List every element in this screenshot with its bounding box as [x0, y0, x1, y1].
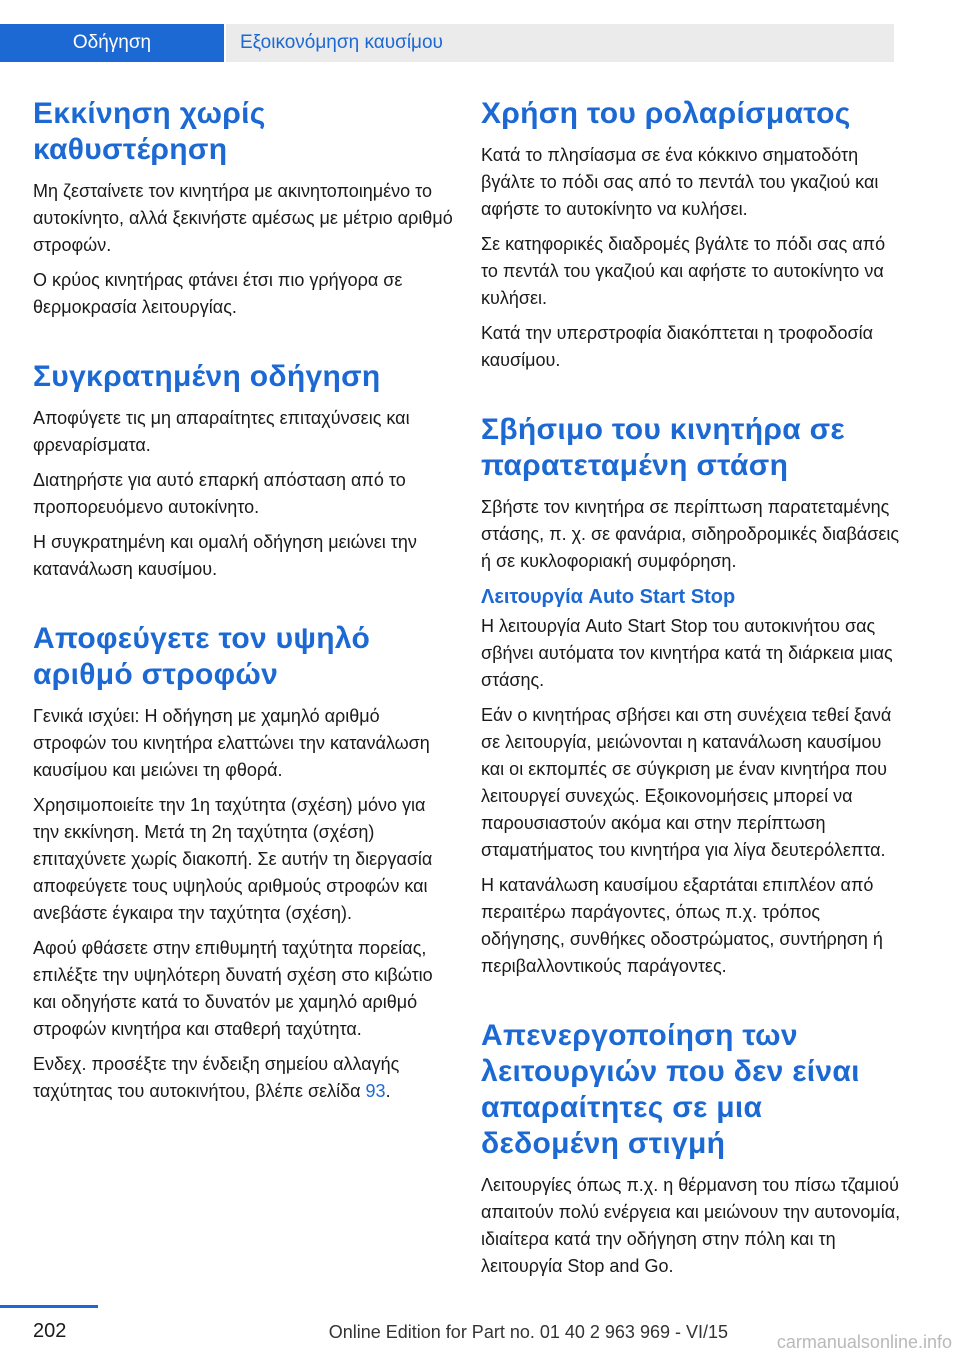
paragraph-text: Ενδεχ. προσέξτε την ένδειξη σημείου αλλαγής ταχύτητας του αυτοκινήτου, βλέπε σελίδα: [33, 1054, 400, 1101]
watermark: carmanualsonline.info: [776, 1332, 952, 1352]
section-tab-fuel-saving: Εξοικονόμηση καυσίμου: [226, 24, 894, 62]
heading-engine-off-long-stop: Σβήσιμο του κινητήρα σε παρατεταμένη στάση: [481, 413, 845, 482]
paragraph: Αποφύγετε τις μη απαραίτητες επιταχύνσεις και φρεναρίσματα.: [33, 408, 410, 455]
paragraph: Μη ζεσταίνετε τον κινητήρα με ακινητοποιημένο το αυτοκίνητο, αλλά ξεκινήστε αμέσως με μέτριο αριθμό στροφών.: [33, 181, 453, 255]
edition-label: Online Edition for Part no. 01 40 2 963 969 - VI/15: [328, 1322, 728, 1342]
page-header: [0, 0, 960, 62]
right-column: [481, 96, 901, 1288]
footer-divider: [0, 1305, 98, 1308]
paragraph: Εάν ο κινητήρας σβήσει και στη συνέχεια τεθεί ξανά σε λειτουργία, μειώνονται η κατανάλωση καυσίμου και οι εκπομπές σε σύγκριση με έναν κινητήρα που λειτουργεί συνεχώς. Εξοικονομήσεις μπορεί να παρουσιαστούν ακόμα και στην περίπτωση σταματήματος του κινητήρα για λίγα δευτερόλεπτα.: [481, 705, 892, 860]
heading-start-without-delay: Εκκίνηση χωρίς καθυστέρηση: [33, 97, 266, 166]
paragraph: Κατά το πλησίασμα σε ένα κόκκινο σηματοδότη βγάλτε το πόδι σας από το πεντάλ του γκαζιού και αφήστε το αυτοκίνητο να κυλήσει.: [481, 145, 879, 219]
paragraph: Κατά την υπερστροφία διακόπτεται η τροφοδοσία καυσίμου.: [481, 323, 874, 370]
heading-avoid-high-rpm: Αποφεύγετε τον υψηλό αριθμό στροφών: [33, 622, 371, 691]
heading-disable-unneeded-functions: Απενεργοποίηση των λειτουργιών που δεν είναι απαραίτητες σε μια δεδομένη στιγμή: [481, 1019, 860, 1160]
subheading-auto-start-stop: Λειτουργία Auto Start Stop: [481, 586, 736, 608]
paragraph: Αφού φθάσετε στην επιθυμητή ταχύτητα πορείας, επιλέξτε την υψηλότερη δυνατή σχέση στο κιβώτιο και οδηγήστε κατά το δυνατόν με χαμηλό αριθμό στροφών κινητήρα και σταθερή ταχύτητα.: [33, 938, 433, 1039]
paragraph: Ο κρύος κινητήρας φτάνει έτσι πιο γρήγορα σε θερμοκρασία λειτουργίας.: [33, 270, 403, 317]
paragraph: Η συγκρατημένη και ομαλή οδήγηση μειώνει την κατανάλωση καυσίμου.: [33, 532, 417, 579]
paragraph: Γενικά ισχύει: Η οδήγηση με χαμηλό αριθμό στροφών του κινητήρα ελαττώνει την κατανάλωση καυσίμου και μειώνει τη φθορά.: [33, 706, 430, 780]
page-number: 202: [33, 1320, 67, 1342]
section-tab-driving: Οδήγηση: [0, 24, 224, 62]
heading-restrained-driving: Συγκρατημένη οδήγηση: [33, 360, 381, 393]
paragraph: Λειτουργίες όπως π.χ. η θέρμανση του πίσω τζαμιού απαιτούν πολύ ενέργεια και μειώνουν την αυτονομία, ιδιαίτερα κατά την οδήγηση στην πόλη και τη λειτουργία Stop and Go.: [481, 1175, 901, 1276]
paragraph: Η λειτουργία Auto Start Stop του αυτοκινήτου σας σβήνει αυτόματα τον κινητήρα κατά τη διάρκεια μιας στάσης.: [481, 616, 893, 690]
paragraph: Διατηρήστε για αυτό επαρκή απόσταση από το προπορευόμενο αυτοκίνητο.: [33, 470, 406, 517]
paragraph: Σε κατηφορικές διαδρομές βγάλτε το πόδι σας από το πεντάλ του γκαζιού και αφήστε το αυτοκίνητο να κυλήσει.: [481, 234, 886, 308]
left-column: [33, 96, 453, 1113]
paragraph: Η κατανάλωση καυσίμου εξαρτάται επιπλέον από περαιτέρω παράγοντες, όπως π.χ. τρόπος οδήγησης, συνθήκες οδοστρώματος, συντήρηση ή περιβαλλοντικούς παράγοντες.: [481, 875, 883, 976]
paragraph: Χρησιμοποιείτε την 1η ταχύτητα (σχέση) μόνο για την εκκίνηση. Μετά τη 2η ταχύτητα (σχέση) επιταχύνετε χωρίς διακοπή. Σε αυτήν τη διεργασία αποφεύγετε τους υψηλούς αριθμούς στροφών και ανεβάστε έγκαιρα την ταχύτητα (σχέση).: [33, 795, 433, 923]
paragraph-end: .: [385, 1081, 391, 1101]
paragraph-with-page-reference: [33, 1051, 453, 1105]
heading-coasting: Χρήση του ρολαρίσματος: [481, 97, 851, 130]
paragraph: Σβήστε τον κινητήρα σε περίπτωση παρατεταμένης στάσης, π. χ. σε φανάρια, σιδηροδρομικές διαβάσεις ή σε κυκλοφοριακή συμφόρηση.: [481, 497, 900, 571]
page-reference-link[interactable]: 93: [365, 1081, 386, 1101]
